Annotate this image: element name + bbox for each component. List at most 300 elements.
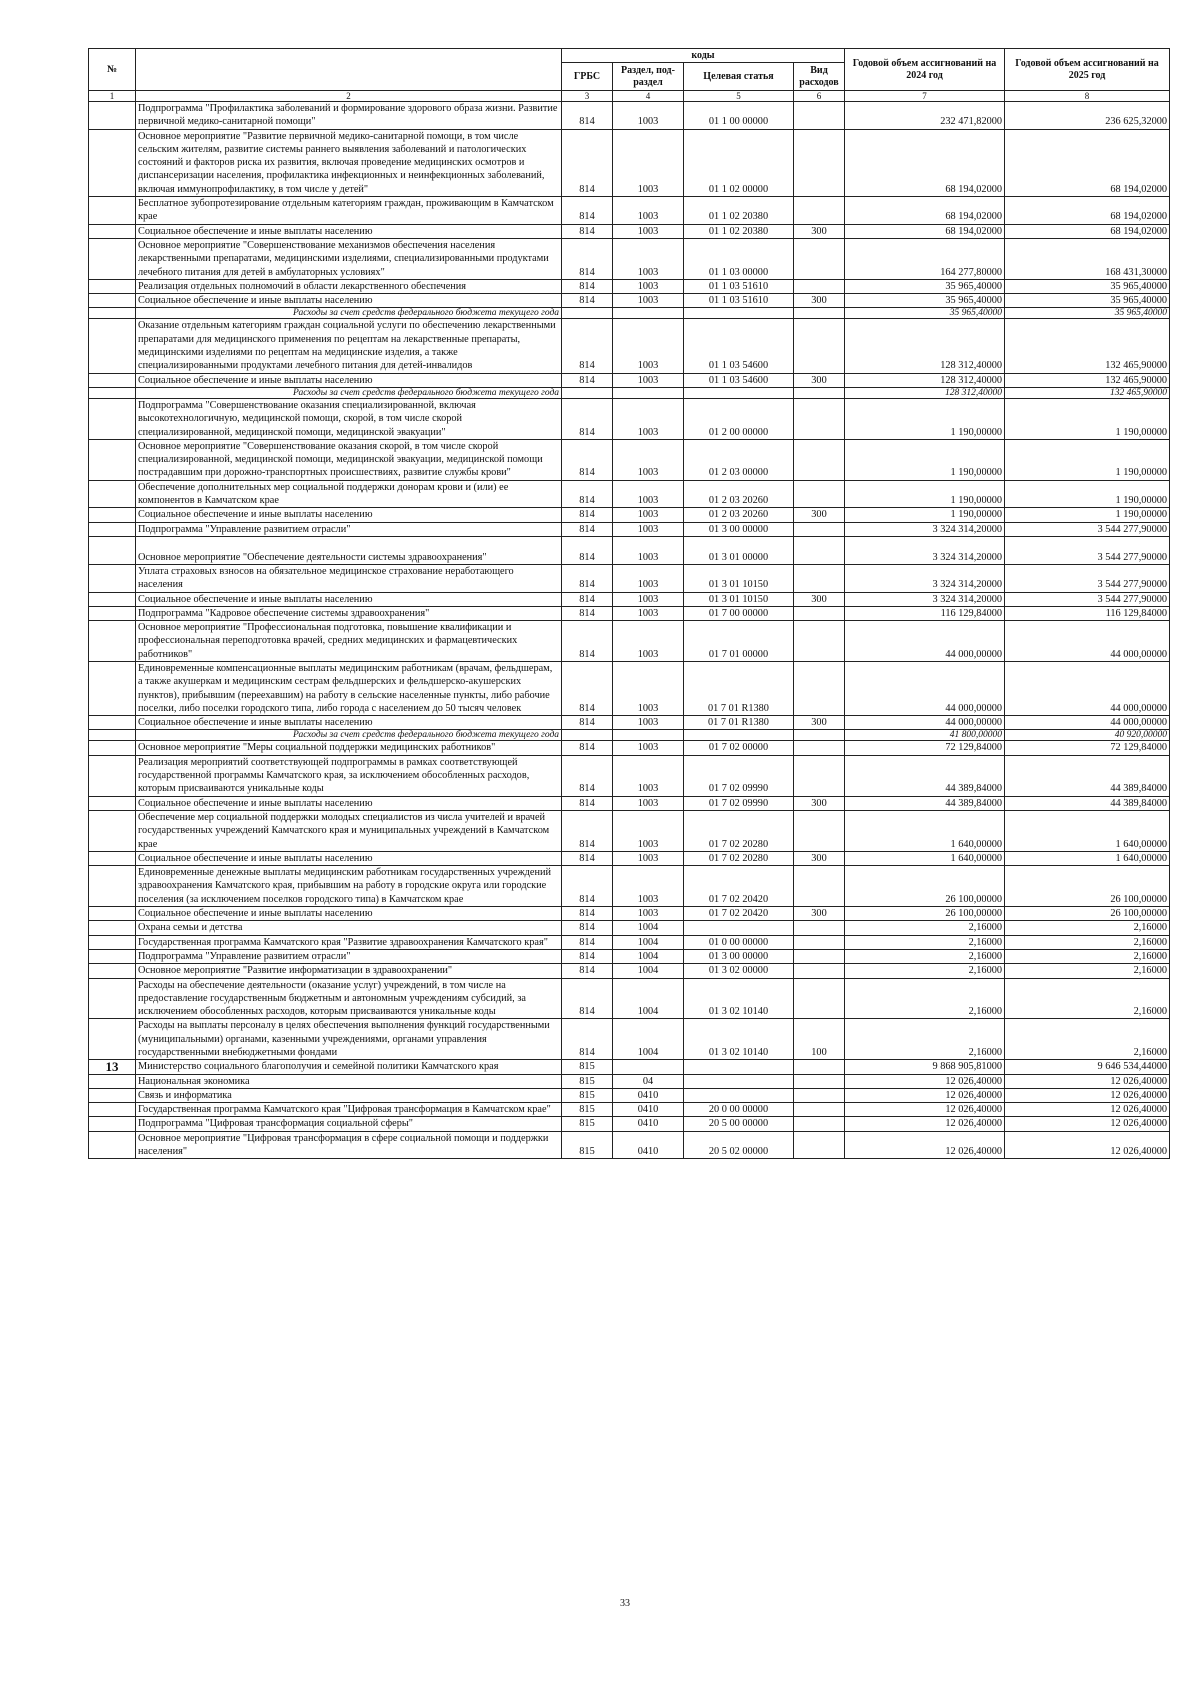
row-section: 1003 <box>613 319 684 373</box>
row-grbs: 814 <box>562 866 613 907</box>
row-volume-2024: 1 190,00000 <box>845 398 1005 439</box>
row-section: 1003 <box>613 398 684 439</box>
row-volume-2025: 26 100,00000 <box>1005 907 1170 921</box>
row-number <box>89 294 136 308</box>
row-section <box>613 387 684 398</box>
column-index: 4 <box>613 91 684 102</box>
column-index-row <box>89 91 1170 102</box>
table-row <box>89 564 1170 592</box>
header-volume-2025: Годовой объем ассигнований на 2025 год <box>1005 49 1170 91</box>
column-index: 7 <box>845 91 1005 102</box>
row-section: 1004 <box>613 1019 684 1060</box>
row-expense-type <box>794 1131 845 1159</box>
row-volume-2024: 2,16000 <box>845 949 1005 963</box>
row-grbs: 814 <box>562 1019 613 1060</box>
table-header <box>89 49 1170 102</box>
row-grbs: 814 <box>562 224 613 238</box>
row-volume-2025: 35 965,40000 <box>1005 294 1170 308</box>
row-volume-2024: 2,16000 <box>845 1019 1005 1060</box>
row-number: 13 <box>89 1060 136 1074</box>
row-volume-2024: 2,16000 <box>845 921 1005 935</box>
row-expense-type <box>794 741 845 755</box>
table-row <box>89 810 1170 851</box>
row-grbs: 815 <box>562 1103 613 1117</box>
row-volume-2025: 2,16000 <box>1005 1019 1170 1060</box>
row-grbs <box>562 730 613 741</box>
row-number <box>89 796 136 810</box>
row-description: Национальная экономика <box>136 1074 562 1088</box>
row-grbs: 814 <box>562 294 613 308</box>
budget-allocation-table <box>88 48 1170 1159</box>
row-volume-2024: 2,16000 <box>845 964 1005 978</box>
table-row <box>89 1117 1170 1131</box>
table-row <box>89 796 1170 810</box>
row-volume-2024: 232 471,82000 <box>845 102 1005 130</box>
row-volume-2024: 9 868 905,81000 <box>845 1060 1005 1074</box>
row-section: 1004 <box>613 978 684 1019</box>
row-number <box>89 197 136 225</box>
row-number <box>89 319 136 373</box>
row-expense-type: 300 <box>794 373 845 387</box>
table-row <box>89 294 1170 308</box>
row-volume-2024: 12 026,40000 <box>845 1074 1005 1088</box>
row-volume-2024: 35 965,40000 <box>845 279 1005 293</box>
row-volume-2025: 12 026,40000 <box>1005 1074 1170 1088</box>
row-section: 1003 <box>613 439 684 480</box>
row-volume-2024: 68 194,02000 <box>845 224 1005 238</box>
row-volume-2024: 128 312,40000 <box>845 319 1005 373</box>
row-expense-type <box>794 964 845 978</box>
table-row <box>89 508 1170 522</box>
row-target-article: 01 3 02 10140 <box>684 1019 794 1060</box>
row-volume-2024: 1 190,00000 <box>845 439 1005 480</box>
row-target-article <box>684 387 794 398</box>
row-volume-2024: 44 000,00000 <box>845 716 1005 730</box>
table-row <box>89 480 1170 508</box>
row-target-article: 01 3 02 00000 <box>684 964 794 978</box>
table-row <box>89 439 1170 480</box>
row-description: Уплата страховых взносов на обязательное медицинское страхование неработающего населения <box>136 564 562 592</box>
row-volume-2024: 116 129,84000 <box>845 606 1005 620</box>
row-grbs: 814 <box>562 661 613 715</box>
table-row <box>89 907 1170 921</box>
row-target-article <box>684 1074 794 1088</box>
row-number <box>89 716 136 730</box>
row-volume-2024: 35 965,40000 <box>845 294 1005 308</box>
row-expense-type <box>794 978 845 1019</box>
row-grbs: 814 <box>562 978 613 1019</box>
row-target-article <box>684 308 794 319</box>
row-number <box>89 1019 136 1060</box>
row-number <box>89 480 136 508</box>
row-description: Подпрограмма "Кадровое обеспечение системы здравоохранения" <box>136 606 562 620</box>
row-section: 1003 <box>613 661 684 715</box>
row-target-article: 20 5 02 00000 <box>684 1131 794 1159</box>
row-section: 1004 <box>613 964 684 978</box>
row-number <box>89 1117 136 1131</box>
row-target-article <box>684 1088 794 1102</box>
row-number <box>89 564 136 592</box>
row-description: Единовременные денежные выплаты медицинским работникам государственных учреждений здравоохранения Камчатского края, прибывшим на работу в городские округа или городские поселения (за исключением поселков городского типа) в Камчатском крае <box>136 866 562 907</box>
row-target-article: 01 3 00 00000 <box>684 949 794 963</box>
row-volume-2024: 3 324 314,20000 <box>845 522 1005 536</box>
row-grbs: 815 <box>562 1117 613 1131</box>
row-volume-2024: 44 000,00000 <box>845 621 1005 662</box>
row-section: 1003 <box>613 508 684 522</box>
row-section: 1003 <box>613 224 684 238</box>
row-expense-type <box>794 810 845 851</box>
row-description: Основное мероприятие "Развитие первичной медико-санитарной помощи, в том числе сельским жителям, развитие системы раннего выявления заболеваний и патологических состояний и факторов риска их развития, включая проведение медицинских осмотров и диспансеризации населения, профилактика инфекционных и неинфекционных заболеваний, включая иммунопрофилактику, в том числе у детей" <box>136 129 562 196</box>
row-volume-2024: 72 129,84000 <box>845 741 1005 755</box>
row-grbs: 814 <box>562 522 613 536</box>
row-section: 1003 <box>613 536 684 564</box>
row-expense-type <box>794 319 845 373</box>
row-description: Подпрограмма "Управление развитием отрасли" <box>136 522 562 536</box>
row-volume-2024: 1 190,00000 <box>845 508 1005 522</box>
row-volume-2025: 2,16000 <box>1005 935 1170 949</box>
federal-budget-row <box>89 308 1170 319</box>
row-number <box>89 1074 136 1088</box>
page-number: 33 <box>620 1598 630 1609</box>
row-expense-type: 300 <box>794 907 845 921</box>
row-description: Основное мероприятие "Совершенствование механизмов обеспечения населения лекарственными препаратами, медицинскими изделиями, специализированными продуктами лечебного питания для детей в амбулаторных условиях" <box>136 238 562 279</box>
row-description: Единовременные компенсационные выплаты медицинским работникам (врачам, фельдшерам, а также акушеркам и медицинским сестрам фельдшерских и фельдшерско-акушерских пунктов), прибывшим (переехавшим) на работу в сельские населенные пункты, либо рабочие поселки, либо поселки городского типа, либо города с населением до 50 тысяч человек <box>136 661 562 715</box>
row-volume-2025: 12 026,40000 <box>1005 1117 1170 1131</box>
table-row <box>89 398 1170 439</box>
row-number <box>89 949 136 963</box>
row-expense-type <box>794 439 845 480</box>
table-row <box>89 197 1170 225</box>
header-target: Целевая статья <box>684 63 794 91</box>
row-number <box>89 810 136 851</box>
row-grbs: 814 <box>562 755 613 796</box>
table-row <box>89 1131 1170 1159</box>
row-section: 1003 <box>613 129 684 196</box>
row-grbs: 814 <box>562 964 613 978</box>
table-row <box>89 279 1170 293</box>
row-section: 1003 <box>613 373 684 387</box>
row-target-article: 01 7 02 20420 <box>684 866 794 907</box>
row-expense-type <box>794 279 845 293</box>
row-volume-2024: 26 100,00000 <box>845 866 1005 907</box>
row-description: Бесплатное зубопротезирование отдельным категориям граждан, проживающим в Камчатском крае <box>136 197 562 225</box>
row-description: Расходы на выплаты персоналу в целях обеспечения выполнения функций государственными (муниципальными) органами, казенными учреждениями, органами управления государственными внебюджетными фондами <box>136 1019 562 1060</box>
row-volume-2024: 128 312,40000 <box>845 373 1005 387</box>
row-grbs <box>562 387 613 398</box>
row-description: Реализация отдельных полномочий в области лекарственного обеспечения <box>136 279 562 293</box>
row-target-article: 01 7 01 R1380 <box>684 661 794 715</box>
table-row <box>89 592 1170 606</box>
row-number <box>89 439 136 480</box>
table-row <box>89 949 1170 963</box>
row-grbs: 815 <box>562 1060 613 1074</box>
column-index: 2 <box>136 91 562 102</box>
row-section: 1003 <box>613 755 684 796</box>
row-number <box>89 1088 136 1102</box>
row-expense-type <box>794 730 845 741</box>
row-description: Обеспечение дополнительных мер социальной поддержки донорам крови и (или) ее компонентов в Камчатском крае <box>136 480 562 508</box>
row-expense-type <box>794 935 845 949</box>
row-volume-2024: 26 100,00000 <box>845 907 1005 921</box>
row-grbs: 814 <box>562 564 613 592</box>
row-description: Основное мероприятие "Цифровая трансформация в сфере социальной помощи и поддержки населения" <box>136 1131 562 1159</box>
row-grbs: 814 <box>562 810 613 851</box>
row-section: 1003 <box>613 564 684 592</box>
row-number <box>89 978 136 1019</box>
row-grbs: 814 <box>562 716 613 730</box>
row-volume-2024: 35 965,40000 <box>845 308 1005 319</box>
row-expense-type <box>794 197 845 225</box>
column-index: 6 <box>794 91 845 102</box>
row-grbs: 814 <box>562 398 613 439</box>
row-number <box>89 102 136 130</box>
row-volume-2025: 3 544 277,90000 <box>1005 536 1170 564</box>
table-row <box>89 661 1170 715</box>
row-description: Расходы за счет средств федерального бюджета текущего года <box>136 730 562 741</box>
row-section: 1004 <box>613 949 684 963</box>
row-volume-2025: 3 544 277,90000 <box>1005 592 1170 606</box>
row-expense-type <box>794 564 845 592</box>
row-description: Социальное обеспечение и иные выплаты населению <box>136 373 562 387</box>
row-target-article: 01 3 00 00000 <box>684 522 794 536</box>
row-expense-type <box>794 398 845 439</box>
row-expense-type <box>794 621 845 662</box>
row-description: Государственная программа Камчатского края "Цифровая трансформация в Камчатском крае" <box>136 1103 562 1117</box>
row-grbs: 814 <box>562 741 613 755</box>
row-description: Подпрограмма "Управление развитием отрасли" <box>136 949 562 963</box>
row-target-article: 01 3 01 10150 <box>684 592 794 606</box>
row-target-article: 01 7 01 00000 <box>684 621 794 662</box>
row-number <box>89 279 136 293</box>
row-expense-type <box>794 522 845 536</box>
federal-budget-row <box>89 730 1170 741</box>
table-row <box>89 224 1170 238</box>
row-description: Социальное обеспечение и иные выплаты населению <box>136 716 562 730</box>
table-row <box>89 1103 1170 1117</box>
row-grbs: 814 <box>562 279 613 293</box>
row-volume-2024: 41 800,00000 <box>845 730 1005 741</box>
row-grbs: 814 <box>562 796 613 810</box>
row-target-article: 01 7 00 00000 <box>684 606 794 620</box>
row-target-article: 01 3 01 10150 <box>684 564 794 592</box>
row-section: 1003 <box>613 716 684 730</box>
row-volume-2024: 1 190,00000 <box>845 480 1005 508</box>
row-volume-2025: 35 965,40000 <box>1005 308 1170 319</box>
ministry-row <box>89 1060 1170 1074</box>
table-row <box>89 522 1170 536</box>
row-grbs: 814 <box>562 592 613 606</box>
row-target-article: 01 3 02 10140 <box>684 978 794 1019</box>
row-target-article: 01 1 02 00000 <box>684 129 794 196</box>
row-volume-2024: 1 640,00000 <box>845 851 1005 865</box>
row-expense-type: 300 <box>794 508 845 522</box>
table-row <box>89 851 1170 865</box>
row-section: 0410 <box>613 1131 684 1159</box>
row-description: Социальное обеспечение и иные выплаты населению <box>136 224 562 238</box>
row-section: 1003 <box>613 102 684 130</box>
row-grbs: 814 <box>562 129 613 196</box>
row-expense-type: 300 <box>794 592 845 606</box>
row-volume-2025: 12 026,40000 <box>1005 1103 1170 1117</box>
row-description: Расходы за счет средств федерального бюджета текущего года <box>136 308 562 319</box>
table-row <box>89 536 1170 564</box>
row-description: Оказание отдельным категориям граждан социальной услуги по обеспечению лекарственными препаратами для медицинского применения по рецептам на лекарственные препараты, медицинскими изделиями по рецептам на медицинские изделия, а также специализированными продуктами лечебного питания для детей-инвалидов <box>136 319 562 373</box>
row-volume-2025: 2,16000 <box>1005 921 1170 935</box>
row-section: 1003 <box>613 238 684 279</box>
header-codes: коды <box>562 49 845 63</box>
column-index: 1 <box>89 91 136 102</box>
row-number <box>89 536 136 564</box>
row-number <box>89 851 136 865</box>
row-section: 1003 <box>613 592 684 606</box>
row-volume-2024: 12 026,40000 <box>845 1103 1005 1117</box>
row-volume-2024: 12 026,40000 <box>845 1117 1005 1131</box>
row-grbs: 814 <box>562 621 613 662</box>
row-volume-2025: 3 544 277,90000 <box>1005 522 1170 536</box>
table-row <box>89 1088 1170 1102</box>
row-volume-2025: 132 465,90000 <box>1005 373 1170 387</box>
row-grbs: 814 <box>562 439 613 480</box>
row-expense-type <box>794 606 845 620</box>
row-description: Расходы за счет средств федерального бюджета текущего года <box>136 387 562 398</box>
table-row <box>89 1019 1170 1060</box>
row-number <box>89 935 136 949</box>
header-grbs: ГРБС <box>562 63 613 91</box>
row-expense-type <box>794 755 845 796</box>
row-target-article: 01 3 01 00000 <box>684 536 794 564</box>
row-expense-type <box>794 1117 845 1131</box>
row-volume-2024: 44 389,84000 <box>845 755 1005 796</box>
row-grbs: 815 <box>562 1088 613 1102</box>
row-section: 1003 <box>613 294 684 308</box>
row-target-article: 01 2 03 20260 <box>684 480 794 508</box>
row-grbs: 814 <box>562 935 613 949</box>
row-volume-2025: 1 640,00000 <box>1005 851 1170 865</box>
row-expense-type <box>794 480 845 508</box>
row-volume-2024: 44 000,00000 <box>845 661 1005 715</box>
row-volume-2025: 44 389,84000 <box>1005 755 1170 796</box>
row-section: 1003 <box>613 851 684 865</box>
row-expense-type <box>794 1103 845 1117</box>
row-volume-2025: 168 431,30000 <box>1005 238 1170 279</box>
row-target-article <box>684 730 794 741</box>
row-grbs: 814 <box>562 508 613 522</box>
row-section: 1003 <box>613 621 684 662</box>
row-expense-type <box>794 387 845 398</box>
row-grbs: 815 <box>562 1074 613 1088</box>
row-section: 1003 <box>613 796 684 810</box>
row-volume-2025: 1 190,00000 <box>1005 439 1170 480</box>
row-target-article: 01 0 00 00000 <box>684 935 794 949</box>
table-row <box>89 373 1170 387</box>
row-volume-2024: 3 324 314,20000 <box>845 536 1005 564</box>
row-description: Социальное обеспечение и иные выплаты населению <box>136 907 562 921</box>
row-grbs: 814 <box>562 606 613 620</box>
row-description: Основное мероприятие "Обеспечение деятельности системы здравоохранения" <box>136 536 562 564</box>
row-expense-type: 300 <box>794 716 845 730</box>
row-target-article: 01 7 02 09990 <box>684 796 794 810</box>
table-row <box>89 238 1170 279</box>
row-target-article: 01 7 02 00000 <box>684 741 794 755</box>
row-expense-type: 100 <box>794 1019 845 1060</box>
table-row <box>89 866 1170 907</box>
table-row <box>89 921 1170 935</box>
row-description: Подпрограмма "Совершенствование оказания специализированной, включая высокотехнологичную, медицинской помощи, скорой, в том числе скорой специализированной, медицинской помощи, медицинской эвакуации" <box>136 398 562 439</box>
row-volume-2024: 12 026,40000 <box>845 1131 1005 1159</box>
row-volume-2024: 164 277,80000 <box>845 238 1005 279</box>
row-volume-2025: 68 194,02000 <box>1005 197 1170 225</box>
header-section: Раздел, под-раздел <box>613 63 684 91</box>
row-grbs: 814 <box>562 102 613 130</box>
header-no: № <box>89 49 136 91</box>
row-target-article: 01 1 02 20380 <box>684 224 794 238</box>
row-volume-2025: 2,16000 <box>1005 978 1170 1019</box>
row-grbs: 814 <box>562 536 613 564</box>
row-volume-2025: 44 389,84000 <box>1005 796 1170 810</box>
row-section: 1003 <box>613 810 684 851</box>
row-number <box>89 238 136 279</box>
row-section <box>613 1060 684 1074</box>
row-description: Социальное обеспечение и иные выплаты населению <box>136 796 562 810</box>
row-description: Социальное обеспечение и иные выплаты населению <box>136 508 562 522</box>
header-expense-type: Вид расходов <box>794 63 845 91</box>
table-body <box>89 102 1170 1159</box>
federal-budget-row <box>89 387 1170 398</box>
row-volume-2025: 1 640,00000 <box>1005 810 1170 851</box>
header-description <box>136 49 562 91</box>
row-expense-type <box>794 238 845 279</box>
row-description: Основное мероприятие "Развитие информатизации в здравоохранении" <box>136 964 562 978</box>
row-grbs: 814 <box>562 373 613 387</box>
row-description: Основное мероприятие "Совершенствование оказания скорой, в том числе скорой специализированной, медицинской помощи, медицинской эвакуации, медицинской помощи пострадавшим при дорожно-транспортных происшествиях, развитие службы крови" <box>136 439 562 480</box>
row-section: 1004 <box>613 935 684 949</box>
row-target-article: 20 0 00 00000 <box>684 1103 794 1117</box>
row-volume-2025: 44 000,00000 <box>1005 661 1170 715</box>
row-volume-2024: 68 194,02000 <box>845 129 1005 196</box>
row-target-article: 01 1 03 51610 <box>684 294 794 308</box>
table-row <box>89 129 1170 196</box>
budget-table-sheet <box>88 48 1169 1159</box>
row-expense-type: 300 <box>794 294 845 308</box>
row-section: 0410 <box>613 1117 684 1131</box>
row-description: Социальное обеспечение и иные выплаты населению <box>136 851 562 865</box>
row-expense-type <box>794 1060 845 1074</box>
row-description: Охрана семьи и детства <box>136 921 562 935</box>
row-volume-2025: 1 190,00000 <box>1005 480 1170 508</box>
table-row <box>89 964 1170 978</box>
row-target-article: 01 2 03 00000 <box>684 439 794 480</box>
row-expense-type <box>794 866 845 907</box>
row-volume-2025: 26 100,00000 <box>1005 866 1170 907</box>
table-row <box>89 319 1170 373</box>
row-grbs: 814 <box>562 949 613 963</box>
row-expense-type <box>794 921 845 935</box>
row-description: Основное мероприятие "Профессиональная подготовка, повышение квалификации и профессиональная переподготовка врачей, средних медицинских и фармацевтических работников" <box>136 621 562 662</box>
row-expense-type <box>794 102 845 130</box>
row-number <box>89 129 136 196</box>
row-target-article: 01 7 02 20420 <box>684 907 794 921</box>
row-expense-type <box>794 129 845 196</box>
row-grbs: 815 <box>562 1131 613 1159</box>
row-target-article: 01 2 00 00000 <box>684 398 794 439</box>
row-volume-2025: 236 625,32000 <box>1005 102 1170 130</box>
row-target-article: 01 7 02 09990 <box>684 755 794 796</box>
column-index: 5 <box>684 91 794 102</box>
row-grbs: 814 <box>562 921 613 935</box>
row-target-article <box>684 1060 794 1074</box>
row-section: 1003 <box>613 866 684 907</box>
row-volume-2024: 68 194,02000 <box>845 197 1005 225</box>
